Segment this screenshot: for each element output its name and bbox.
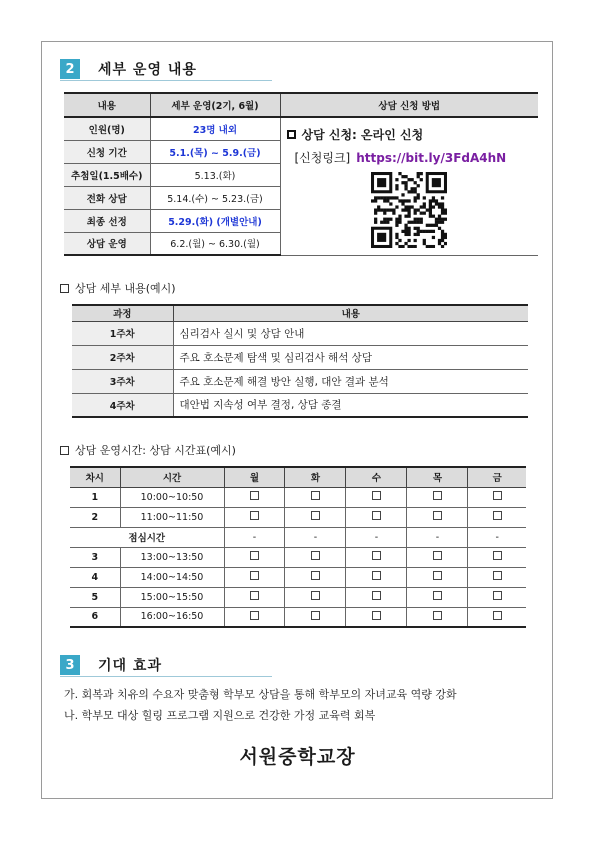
schedule-row bbox=[70, 507, 526, 527]
session-time: 15:00~15:50 bbox=[120, 587, 224, 607]
schedule-heading bbox=[60, 442, 236, 458]
details-row bbox=[72, 393, 528, 417]
day-cell bbox=[346, 587, 407, 607]
day-checkbox[interactable] bbox=[372, 591, 381, 600]
week-content: 심리검사 실시 및 상담 안내 bbox=[173, 321, 528, 345]
day-checkbox[interactable] bbox=[433, 551, 442, 560]
day-checkbox[interactable] bbox=[250, 551, 259, 560]
details-row bbox=[72, 369, 528, 393]
section-3-underline bbox=[60, 676, 272, 677]
row-label: 신청 기간 bbox=[64, 140, 150, 163]
day-checkbox[interactable] bbox=[372, 551, 381, 560]
day-cell bbox=[346, 607, 407, 627]
lunch-dash: - bbox=[285, 527, 346, 547]
qr-code-icon bbox=[371, 172, 447, 248]
application-link[interactable]: https://bit.ly/3FdA4hN bbox=[356, 151, 507, 165]
day-checkbox[interactable] bbox=[433, 611, 442, 620]
session-number: 2 bbox=[70, 507, 120, 527]
schedule-header: 수 bbox=[346, 467, 407, 487]
section-2-heading bbox=[60, 59, 197, 79]
day-checkbox[interactable] bbox=[311, 591, 320, 600]
schedule-row bbox=[70, 527, 526, 547]
session-number: 5 bbox=[70, 587, 120, 607]
row-value: 5.29.(화) (개별안내) bbox=[150, 209, 280, 232]
day-checkbox[interactable] bbox=[311, 491, 320, 500]
week-label: 1주차 bbox=[72, 321, 173, 345]
effect-item: 가. 회복과 치유의 수요자 맞춤형 학부모 상담을 통해 학부모의 자녀교육 역량 강화 bbox=[64, 688, 457, 701]
section-2-underline bbox=[60, 80, 272, 81]
day-checkbox[interactable] bbox=[311, 571, 320, 580]
qr-code-graphic bbox=[371, 172, 447, 248]
day-cell bbox=[224, 487, 285, 507]
day-checkbox[interactable] bbox=[493, 511, 502, 520]
effect-item: 나. 학부모 대상 힐링 프로그램 지원으로 건강한 가정 교육력 회복 bbox=[64, 709, 376, 722]
application-method-cell bbox=[280, 117, 538, 255]
day-checkbox[interactable] bbox=[372, 511, 381, 520]
session-time: 10:00~10:50 bbox=[120, 487, 224, 507]
day-checkbox[interactable] bbox=[433, 591, 442, 600]
details-heading bbox=[60, 280, 176, 296]
operation-row bbox=[64, 117, 538, 140]
method-title: 상담 신청: 온라인 신청 bbox=[301, 128, 424, 142]
header-method: 상담 신청 방법 bbox=[280, 93, 538, 117]
day-checkbox[interactable] bbox=[250, 491, 259, 500]
day-cell bbox=[224, 547, 285, 567]
day-cell bbox=[346, 487, 407, 507]
schedule-header: 화 bbox=[285, 467, 346, 487]
header-content: 내용 bbox=[64, 93, 150, 117]
day-checkbox[interactable] bbox=[311, 611, 320, 620]
day-cell bbox=[346, 507, 407, 527]
schedule-row bbox=[70, 547, 526, 567]
day-checkbox[interactable] bbox=[372, 571, 381, 580]
day-checkbox[interactable] bbox=[250, 611, 259, 620]
day-cell bbox=[285, 607, 346, 627]
day-checkbox[interactable] bbox=[311, 511, 320, 520]
week-label: 2주차 bbox=[72, 345, 173, 369]
day-cell bbox=[468, 567, 526, 587]
day-cell bbox=[224, 587, 285, 607]
session-time: 14:00~14:50 bbox=[120, 567, 224, 587]
row-value: 5.14.(수) ~ 5.23.(금) bbox=[150, 186, 280, 209]
week-label: 4주차 bbox=[72, 393, 173, 417]
day-checkbox[interactable] bbox=[433, 511, 442, 520]
schedule-row bbox=[70, 607, 526, 627]
day-cell bbox=[468, 507, 526, 527]
day-cell bbox=[468, 587, 526, 607]
lunch-dash: - bbox=[468, 527, 526, 547]
row-label: 상담 운영 bbox=[64, 232, 150, 255]
schedule-header: 금 bbox=[468, 467, 526, 487]
schedule-row bbox=[70, 587, 526, 607]
day-checkbox[interactable] bbox=[250, 571, 259, 580]
row-value: 5.13.(화) bbox=[150, 163, 280, 186]
effects-list bbox=[64, 684, 457, 726]
row-label: 최종 선정 bbox=[64, 209, 150, 232]
section-2-number: 2 bbox=[60, 59, 80, 79]
session-number: 4 bbox=[70, 567, 120, 587]
details-row bbox=[72, 321, 528, 345]
checkbox-square-icon bbox=[60, 284, 69, 293]
section-3-heading bbox=[60, 655, 162, 675]
row-label: 인원(명) bbox=[64, 117, 150, 140]
day-cell bbox=[285, 507, 346, 527]
lunch-label: 점심시간 bbox=[70, 527, 224, 547]
day-cell bbox=[224, 567, 285, 587]
day-cell bbox=[285, 567, 346, 587]
day-checkbox[interactable] bbox=[250, 511, 259, 520]
lunch-dash: - bbox=[224, 527, 285, 547]
schedule-header: 차시 bbox=[70, 467, 120, 487]
day-checkbox[interactable] bbox=[372, 491, 381, 500]
section-2-title: 세부 운영 내용 bbox=[98, 62, 197, 78]
day-checkbox[interactable] bbox=[493, 591, 502, 600]
day-cell bbox=[407, 507, 468, 527]
row-value: 6.2.(월) ~ 6.30.(월) bbox=[150, 232, 280, 255]
details-row bbox=[72, 345, 528, 369]
session-time: 16:00~16:50 bbox=[120, 607, 224, 627]
week-content: 대안법 지속성 여부 결정, 상담 종결 bbox=[173, 393, 528, 417]
day-cell bbox=[285, 547, 346, 567]
lunch-dash: - bbox=[346, 527, 407, 547]
day-checkbox[interactable] bbox=[493, 571, 502, 580]
day-checkbox[interactable] bbox=[311, 551, 320, 560]
day-cell bbox=[407, 607, 468, 627]
details-heading-text: 상담 세부 내용(예시) bbox=[75, 282, 176, 295]
week-content: 주요 호소문제 해결 방안 실행, 대안 결과 분석 bbox=[173, 369, 528, 393]
session-number: 3 bbox=[70, 547, 120, 567]
lunch-dash: - bbox=[407, 527, 468, 547]
day-cell bbox=[346, 547, 407, 567]
schedule-heading-text: 상담 운영시간: 상담 시간표(예시) bbox=[75, 444, 236, 457]
row-value: 23명 내외 bbox=[150, 117, 280, 140]
day-checkbox[interactable] bbox=[250, 591, 259, 600]
checkbox-square-icon bbox=[60, 446, 69, 455]
session-time: 11:00~11:50 bbox=[120, 507, 224, 527]
day-cell bbox=[468, 607, 526, 627]
schedule-header: 시간 bbox=[120, 467, 224, 487]
day-checkbox[interactable] bbox=[433, 571, 442, 580]
day-checkbox[interactable] bbox=[493, 491, 502, 500]
day-checkbox[interactable] bbox=[372, 611, 381, 620]
day-cell bbox=[407, 547, 468, 567]
operation-table bbox=[64, 92, 538, 256]
day-cell bbox=[468, 547, 526, 567]
session-number: 1 bbox=[70, 487, 120, 507]
section-3-title: 기대 효과 bbox=[98, 658, 162, 674]
header-detail: 세부 운영(2기, 6월) bbox=[150, 93, 280, 117]
day-checkbox[interactable] bbox=[493, 551, 502, 560]
day-cell bbox=[407, 587, 468, 607]
schedule-table bbox=[70, 466, 526, 628]
day-cell bbox=[407, 567, 468, 587]
day-cell bbox=[224, 607, 285, 627]
details-table bbox=[72, 304, 528, 418]
day-checkbox[interactable] bbox=[433, 491, 442, 500]
day-cell bbox=[407, 487, 468, 507]
day-cell bbox=[468, 487, 526, 507]
row-label: 추첨일(1.5배수) bbox=[64, 163, 150, 186]
schedule-header: 월 bbox=[224, 467, 285, 487]
checkbox-square-icon bbox=[287, 130, 296, 139]
link-label: [신청링크] bbox=[294, 151, 351, 165]
schedule-header: 목 bbox=[407, 467, 468, 487]
method-link-line bbox=[287, 149, 539, 166]
day-cell bbox=[285, 587, 346, 607]
week-label: 3주차 bbox=[72, 369, 173, 393]
week-content: 주요 호소문제 탐색 및 심리검사 해석 상담 bbox=[173, 345, 528, 369]
school-principal-signature: 서원중학교장 bbox=[239, 746, 356, 768]
section-3-number: 3 bbox=[60, 655, 80, 675]
row-label: 전화 상담 bbox=[64, 186, 150, 209]
row-value: 5.1.(목) ~ 5.9.(금) bbox=[150, 140, 280, 163]
day-checkbox[interactable] bbox=[493, 611, 502, 620]
header-description: 내용 bbox=[173, 305, 528, 321]
day-cell bbox=[346, 567, 407, 587]
header-step: 과정 bbox=[72, 305, 173, 321]
day-cell bbox=[224, 507, 285, 527]
method-title-line bbox=[287, 126, 539, 143]
schedule-row bbox=[70, 567, 526, 587]
session-time: 13:00~13:50 bbox=[120, 547, 224, 567]
session-number: 6 bbox=[70, 607, 120, 627]
schedule-row bbox=[70, 487, 526, 507]
day-cell bbox=[285, 487, 346, 507]
